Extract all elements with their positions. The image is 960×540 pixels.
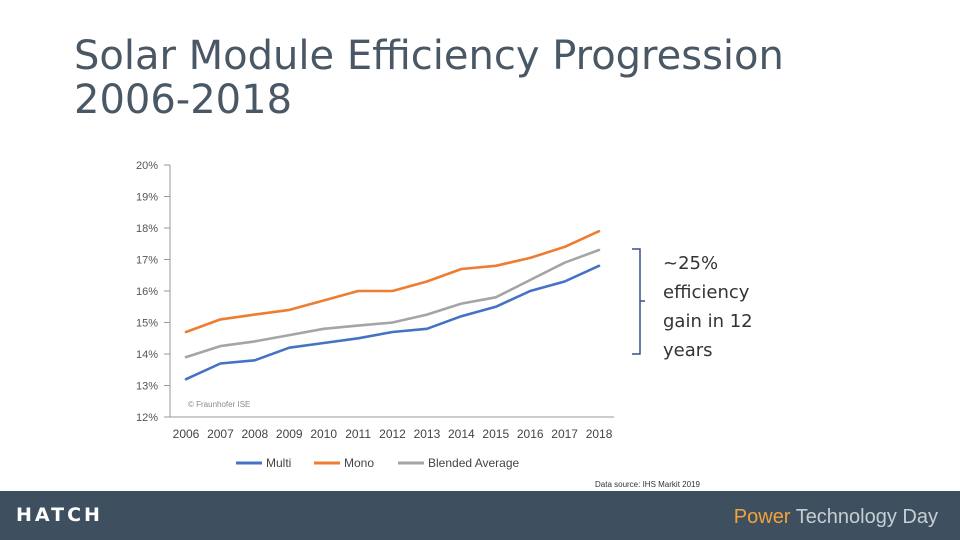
annotation-text: ~25% efficiency gain in 12 years [663,253,753,361]
x-tick-label: 2008 [241,427,269,441]
legend-label: Blended Average [428,456,520,470]
series-lines [186,231,599,379]
x-tick-label: 2009 [275,427,303,441]
x-tick-label: 2010 [310,427,338,441]
x-tick-label: 2013 [413,427,441,441]
x-tick-label: 2012 [379,427,406,441]
x-tick-label: 2018 [585,427,613,441]
y-tick-label: 20% [135,160,158,172]
annotation-bracket [632,249,645,354]
y-axis [136,160,170,424]
y-tick-label: 16% [135,286,158,298]
x-tick-label: 2014 [448,427,475,441]
y-tick-label: 17% [135,254,158,267]
x-tick-label: 2011 [345,427,372,441]
y-tick-label: 13% [135,380,158,393]
data-source-note: Data source: IHS Markit 2019 [595,480,700,489]
x-tick-label: 2006 [172,427,200,441]
series-line-mono [186,231,599,332]
x-tick-label: 2017 [551,427,578,441]
x-tick-label: 2015 [482,427,510,441]
legend-label: Multi [266,456,292,470]
series-line-blended-average [186,250,599,357]
footer-bar [0,491,960,540]
legend-label: Mono [344,456,375,470]
x-tick-label: 2016 [516,427,544,441]
watermark-text: © Fraunhofer ISE [188,400,251,409]
slide-title-line1: Solar Module Efficiency Progression [74,33,784,79]
y-tick-label: 12% [135,412,158,424]
y-tick-label: 18% [135,223,158,235]
event-name [734,506,938,529]
chart-legend [236,456,520,470]
slide-title-line2: 2006-2018 [74,77,293,123]
x-tick-label: 2007 [207,427,234,441]
y-tick-label: 15% [135,317,158,330]
y-tick-label: 19% [135,191,158,204]
event-word-rest: Technology Day [795,506,938,528]
event-word-power: Power [733,506,791,528]
y-tick-label: 14% [135,349,158,361]
x-axis [170,417,614,441]
hatch-logo: HATCH [16,504,103,526]
